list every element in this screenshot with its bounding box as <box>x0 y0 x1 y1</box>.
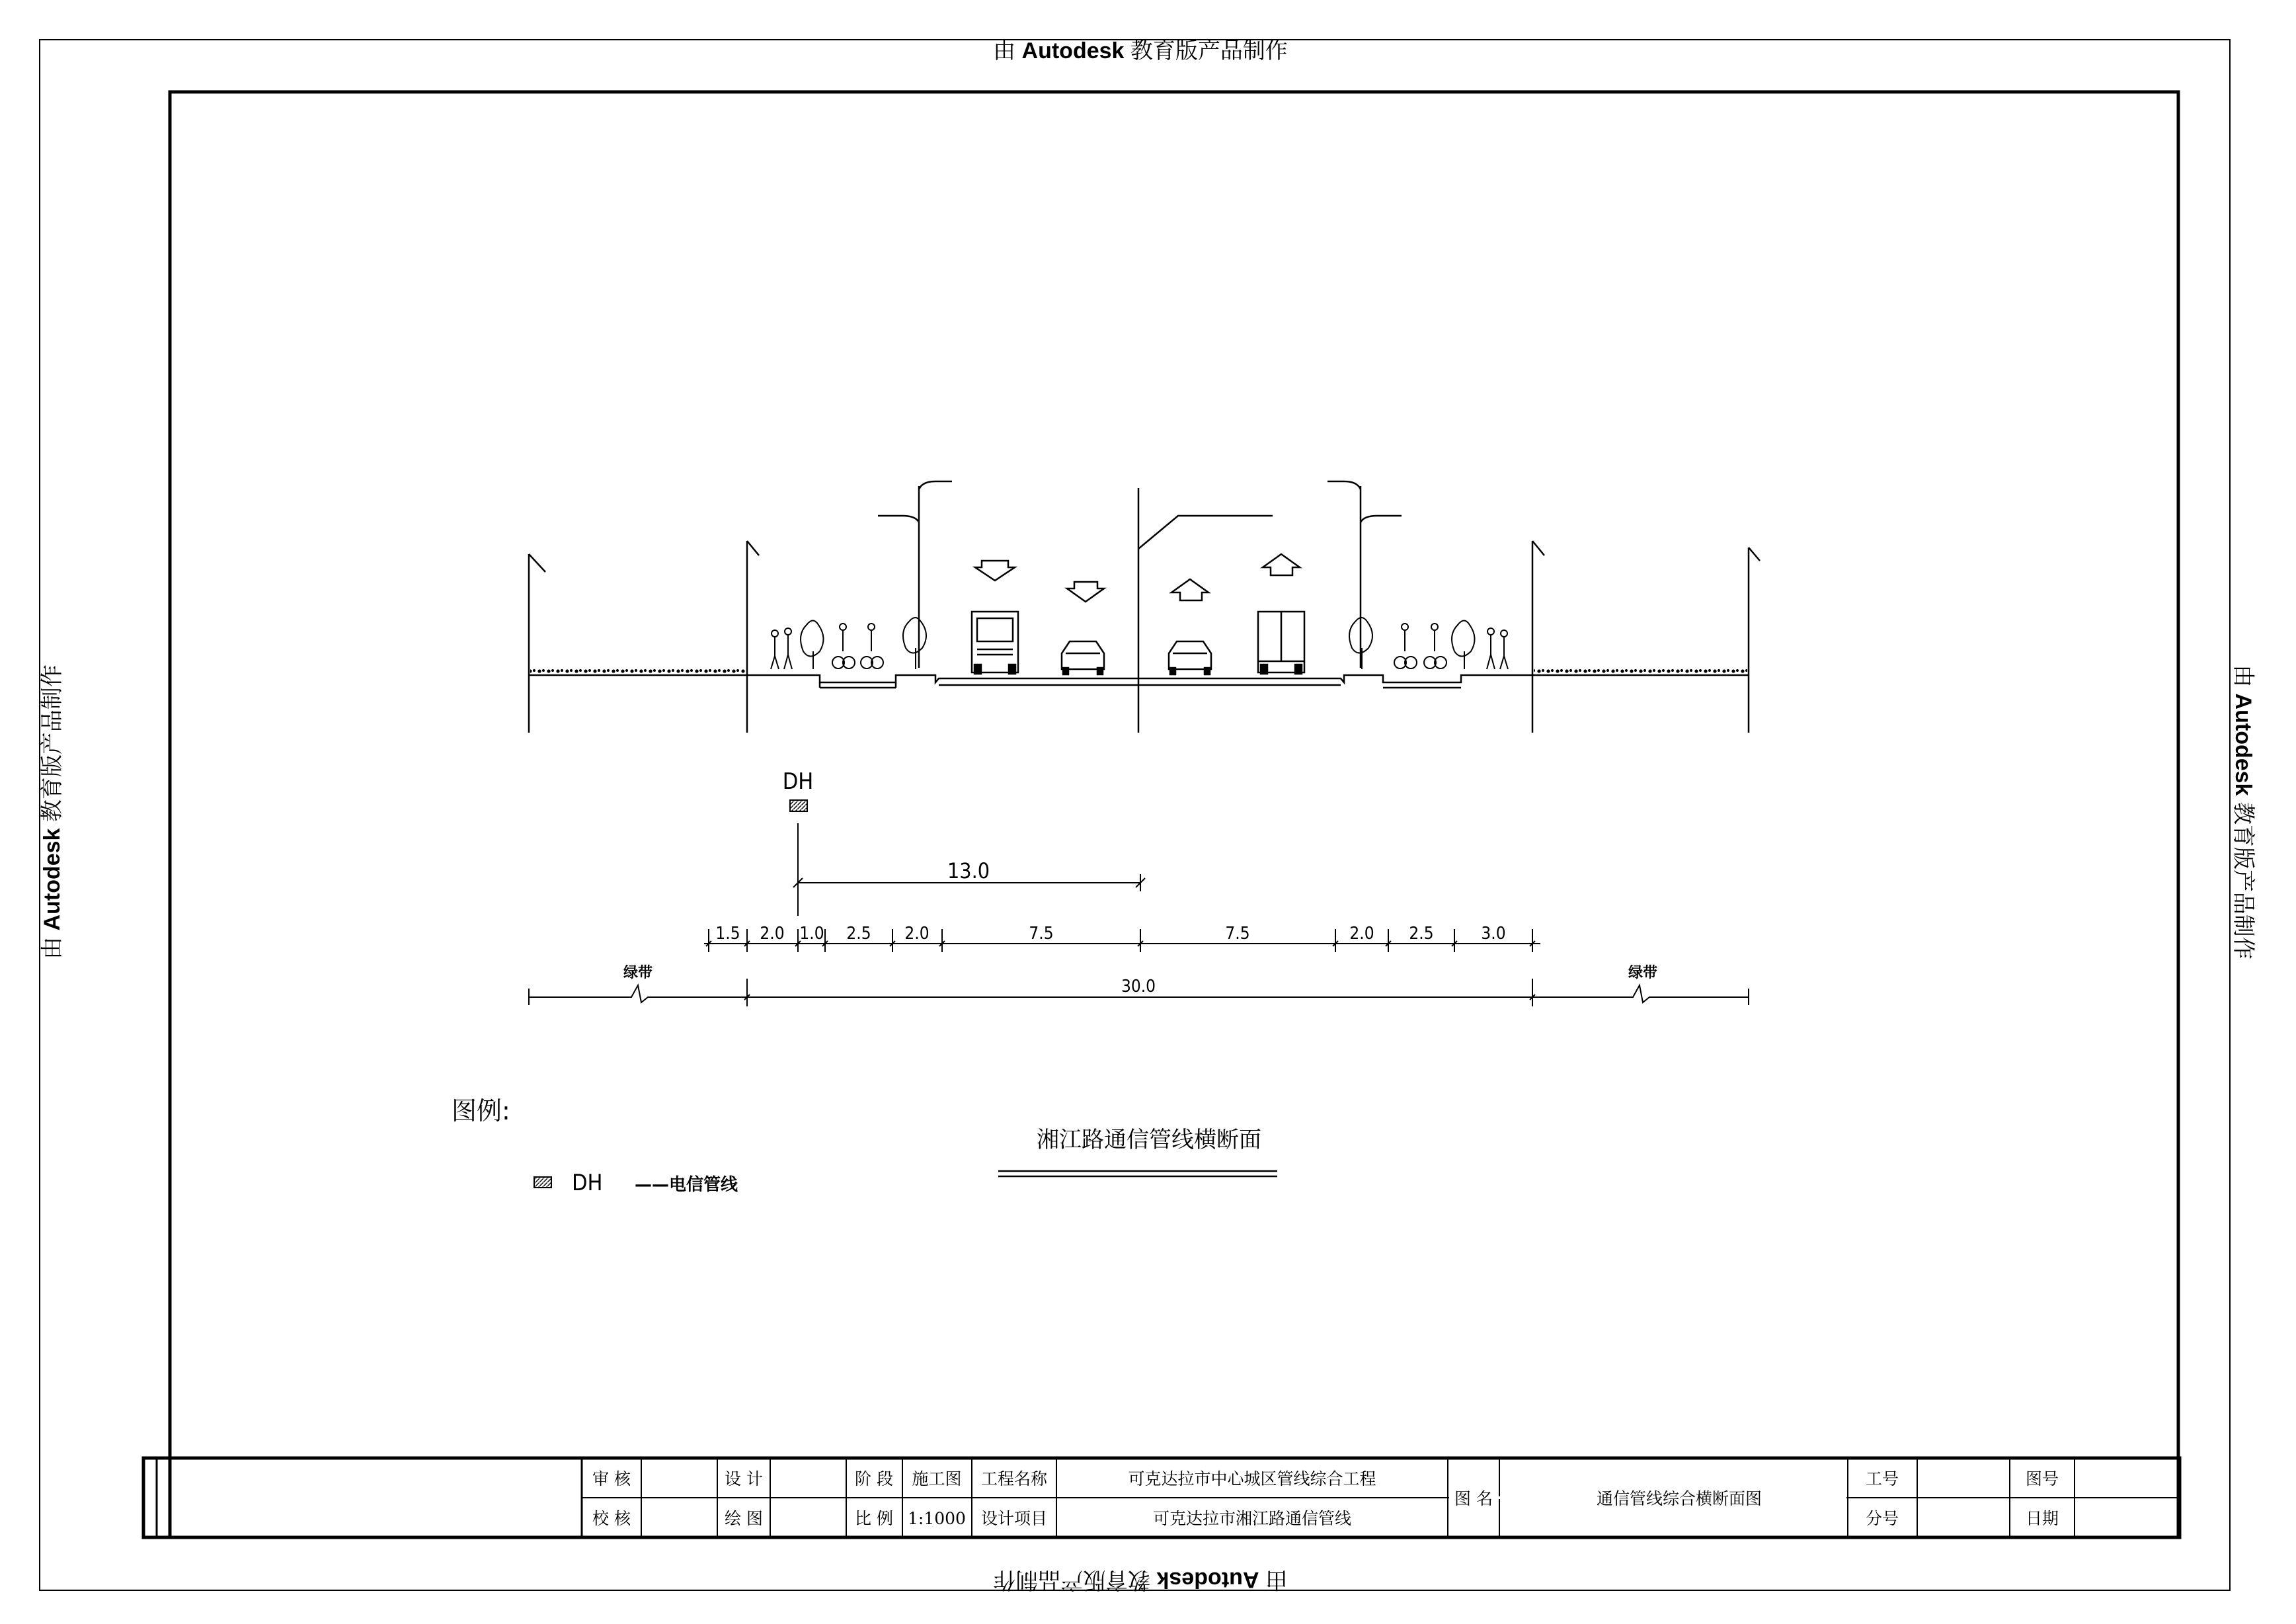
tb-project-name-label: 工程名称 <box>980 1469 1048 1488</box>
watermark-right: 由 Autodesk 教育版产品制作 <box>2231 665 2256 959</box>
segment-label: 1.5 <box>715 924 740 944</box>
segment-label: 7.5 <box>1225 924 1250 944</box>
tb-stage-value: 施工图 <box>912 1469 962 1488</box>
segment-label: 3.0 <box>1481 924 1506 944</box>
tb-design: 设 计 <box>725 1469 763 1488</box>
tb-review: 审 核 <box>592 1469 631 1488</box>
segment-label: 2.0 <box>760 924 785 944</box>
legend-pipe-symbol <box>534 1177 551 1188</box>
watermark-bottom: 由 Autodesk 教育版产品制作 <box>993 1567 1288 1592</box>
segment-label: 7.5 <box>1029 924 1054 944</box>
tb-design-item-label: 设计项目 <box>980 1509 1048 1528</box>
tb-job-no: 工号 <box>1865 1469 1899 1488</box>
drawing-caption: 湘江路通信管线横断面 <box>1037 1127 1261 1153</box>
tb-stage: 阶 段 <box>855 1469 893 1488</box>
tb-drawing-name-label: 图 名 <box>1454 1489 1493 1508</box>
watermark-left: 由 Autodesk 教育版产品制作 <box>40 665 65 959</box>
segment-label: 2.5 <box>1409 924 1434 944</box>
legend-symbol-label: DH <box>572 1170 603 1196</box>
segment-label: 1.0 <box>799 924 824 944</box>
segment-label: 2.0 <box>1349 924 1374 944</box>
tb-design-item: 可克达拉市湘江路通信管线 <box>1152 1509 1352 1528</box>
dh-label: DH <box>782 768 814 795</box>
watermark-top: 由 Autodesk 教育版产品制作 <box>993 38 1288 63</box>
dh-pipe-symbol <box>790 800 807 811</box>
inner-frame <box>170 92 2178 1537</box>
segment-labels <box>715 924 1505 944</box>
tb-project-name: 可克达拉市中心城区管线综合工程 <box>1128 1469 1376 1488</box>
tb-check: 校 核 <box>592 1509 631 1528</box>
tb-scale-label: 比 例 <box>855 1509 893 1528</box>
outer-border <box>40 40 2230 1590</box>
green-belt-label-left: 绿带 <box>623 965 653 981</box>
legend-title: 图例: <box>452 1096 510 1125</box>
legend-description: ——电信管线 <box>635 1175 738 1195</box>
segment-label: 2.0 <box>904 924 930 944</box>
tb-drawing-no: 图号 <box>2025 1469 2059 1488</box>
road-cross-section <box>529 481 1760 733</box>
tb-draw: 绘 图 <box>725 1509 763 1528</box>
green-belt-label-right: 绿带 <box>1628 965 1658 981</box>
tb-scale-value: 1:1000 <box>908 1509 966 1528</box>
tb-drawing-name: 通信管线综合横断面图 <box>1596 1489 1762 1508</box>
tb-date: 日期 <box>2025 1509 2059 1528</box>
offset-label: 13.0 <box>947 858 990 883</box>
total-width-label: 30.0 <box>1121 977 1156 996</box>
tb-sub-no: 分号 <box>1865 1509 1899 1528</box>
segment-label: 2.5 <box>846 924 871 944</box>
